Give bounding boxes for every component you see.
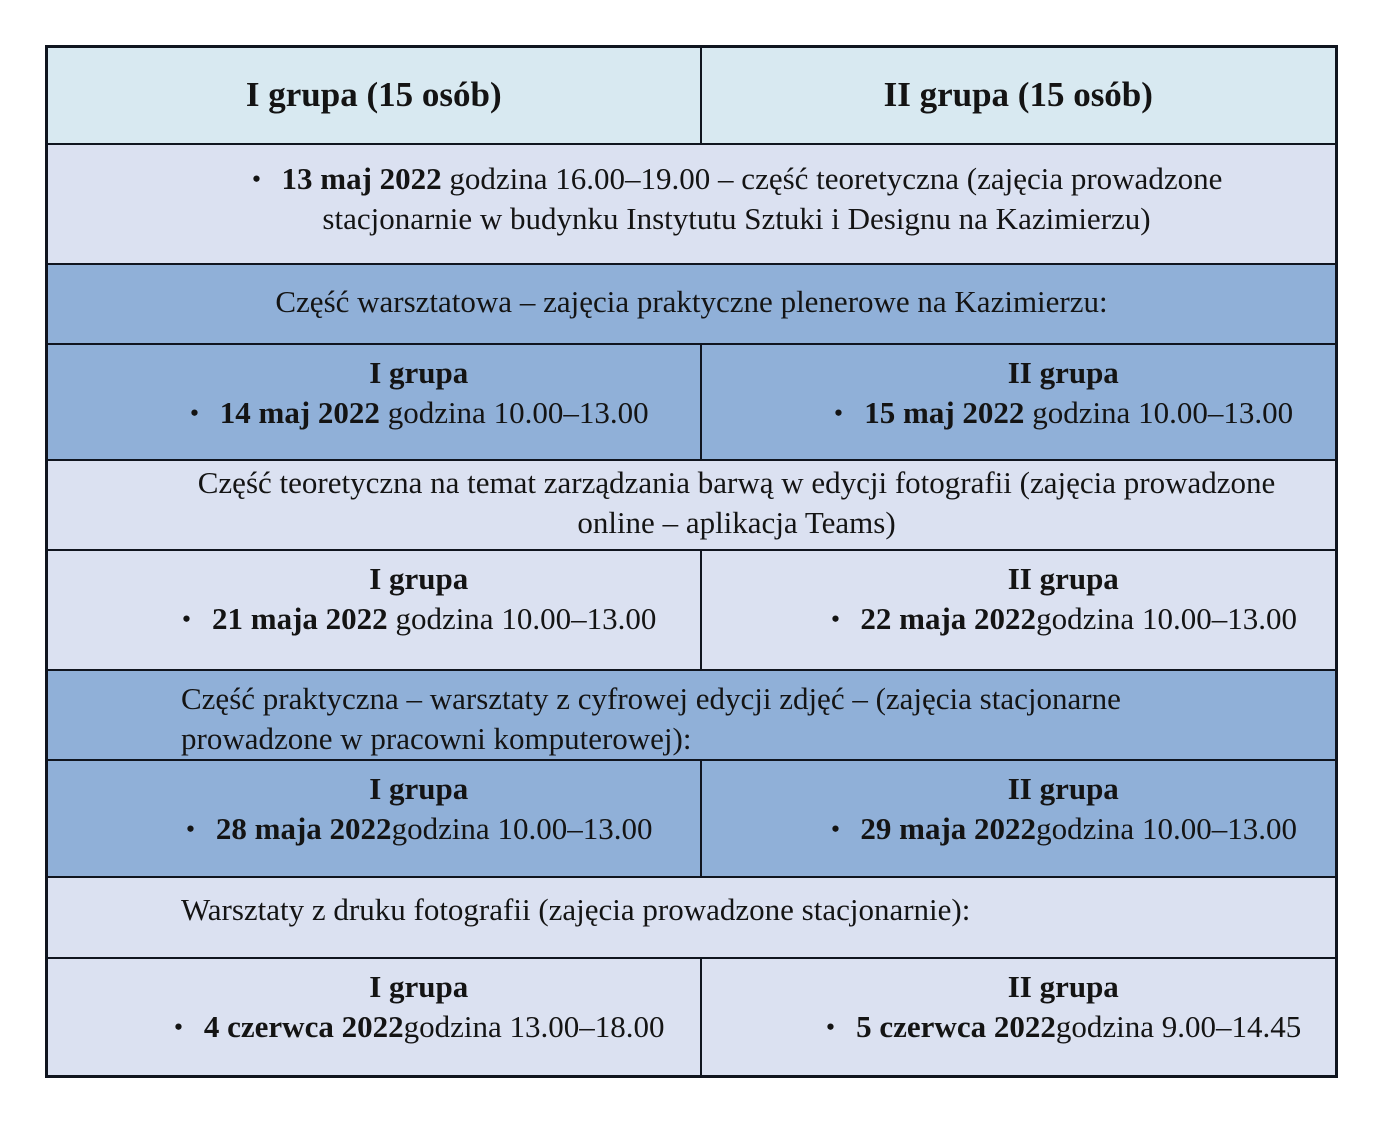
header-group-1: I grupa (15 osób) (47, 47, 701, 144)
group-name: II grupa (1007, 770, 1119, 806)
session-date: 5 czerwca 2022 (856, 1008, 1056, 1044)
header-row (47, 47, 1337, 144)
section-title-line-2: prowadzone w pracowni komputerowej): (181, 720, 692, 756)
session-date: 22 maja 2022 (860, 600, 1037, 636)
intro-line-1 (68, 159, 1315, 199)
bullet-marker: • (173, 1011, 184, 1041)
section-2-title-cell (47, 460, 1337, 550)
session-date: 28 maja 2022 (215, 810, 392, 846)
section-2-group-2-cell (701, 550, 1337, 670)
section-title-line-1: Część praktyczna – warsztaty z cyfrowej edycji zdjęć – (zajęcia stacjonarne (181, 680, 1121, 716)
section-2-group-1-cell (47, 550, 701, 670)
session-date: 29 maja 2022 (860, 810, 1037, 846)
section-groups-row (47, 344, 1337, 460)
bullet-marker: • (251, 163, 261, 193)
intro-date: 13 maj 2022 (281, 160, 442, 196)
intro-line-2: stacjonarnie w budynku Instytutu Sztuki i Designu na Kazimierzu) (322, 200, 1151, 236)
section-3-group-2-cell (701, 760, 1337, 877)
session-date: 14 maj 2022 (219, 394, 380, 430)
group-name: I grupa (369, 560, 469, 596)
bullet-marker: • (830, 603, 840, 633)
section-groups-row (47, 958, 1337, 1077)
session-time: godzina 10.00–13.00 (1024, 394, 1294, 430)
bullet-marker: • (830, 813, 840, 843)
intro-cell (47, 144, 1337, 264)
section-title-row (47, 264, 1337, 344)
group-session (158, 599, 680, 639)
bullet-marker: • (181, 603, 192, 633)
section-title-line-2: online – aplikacja Teams) (577, 504, 896, 540)
section-4-title-cell (47, 877, 1337, 958)
group-name: II grupa (1007, 354, 1119, 390)
bullet-marker: • (189, 397, 199, 427)
group-name: II grupa (1007, 560, 1119, 596)
section-3-title-cell (47, 670, 1337, 760)
bullet-marker: • (834, 397, 844, 427)
group-name: I grupa (369, 968, 469, 1004)
session-time: godzina 10.00–13.00 (387, 600, 657, 636)
group-name: II grupa (1007, 968, 1119, 1004)
group-name: I grupa (369, 770, 469, 806)
group-session (158, 809, 680, 849)
intro-details: godzina 16.00–19.00 – część teoretyczna (zajęcia prowadzone (441, 160, 1223, 196)
section-1-title-cell (47, 264, 1337, 344)
section-title-row (47, 670, 1337, 760)
section-title: Część warsztatowa – zajęcia praktyczne plenerowe na Kazimierzu: (275, 283, 1108, 319)
session-time: godzina 10.00–13.00 (1036, 600, 1297, 636)
session-time: godzina 10.00–13.00 (1036, 810, 1297, 846)
session-date: 15 maj 2022 (864, 394, 1025, 430)
section-title-line-1: Część teoretyczna na temat zarządzania barwą w edycji fotografii (zajęcia prowadzone (197, 464, 1276, 500)
section-4-group-1-cell (47, 958, 701, 1077)
session-time: godzina 10.00–13.00 (379, 394, 649, 430)
session-time: godzina 9.00–14.45 (1055, 1008, 1302, 1044)
section-1-group-1-cell (47, 344, 701, 460)
group-session (812, 599, 1315, 639)
session-time: godzina 13.00–18.00 (403, 1008, 665, 1044)
section-title-row (47, 460, 1337, 550)
schedule-table (45, 45, 1338, 1078)
group-session (812, 809, 1315, 849)
group-session (812, 393, 1315, 433)
section-1-group-2-cell (701, 344, 1337, 460)
section-title: Warsztaty z druku fotografii (zajęcia prowadzone stacjonarnie): (181, 891, 971, 927)
header-group-2: II grupa (15 osób) (701, 47, 1337, 144)
group-session (812, 1007, 1315, 1047)
section-4-group-2-cell (701, 958, 1337, 1077)
bullet-marker: • (826, 1011, 836, 1041)
section-groups-row (47, 760, 1337, 877)
section-3-group-1-cell (47, 760, 701, 877)
session-time: godzina 10.00–13.00 (391, 810, 653, 846)
section-title-row (47, 877, 1337, 958)
group-session (158, 393, 680, 433)
bullet-marker: • (185, 813, 196, 843)
section-groups-row (47, 550, 1337, 670)
group-name: I grupa (369, 354, 469, 390)
session-date: 21 maja 2022 (212, 600, 388, 636)
group-session (158, 1007, 680, 1047)
intro-row (47, 144, 1337, 264)
session-date: 4 czerwca 2022 (203, 1008, 404, 1044)
